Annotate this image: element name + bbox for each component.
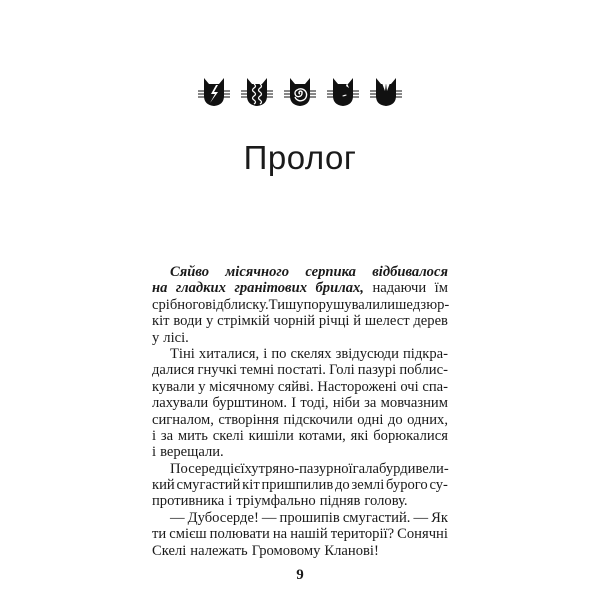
text-line bbox=[152, 379, 448, 395]
word: лише bbox=[380, 296, 413, 313]
word: мить bbox=[177, 427, 208, 444]
word: сигналом, bbox=[152, 411, 214, 428]
word: дзюр- bbox=[412, 296, 450, 313]
word: на bbox=[272, 526, 288, 543]
word: Сяйво bbox=[170, 264, 209, 280]
word: поблис- bbox=[399, 362, 448, 379]
word: противника bbox=[152, 493, 225, 510]
word: котами, bbox=[298, 427, 346, 444]
text-line bbox=[152, 461, 448, 477]
text-line bbox=[152, 280, 448, 296]
word: лісі. bbox=[163, 329, 189, 346]
word: звідусюди bbox=[335, 345, 399, 362]
word: бурого bbox=[386, 477, 428, 494]
text-line bbox=[152, 264, 448, 280]
word: су- bbox=[429, 477, 448, 494]
word: і bbox=[152, 427, 157, 444]
word: пришпилив bbox=[261, 477, 334, 494]
word: Кланові! bbox=[324, 542, 379, 559]
spiral-cat-icon bbox=[284, 74, 316, 108]
chapter-title: Пролог bbox=[243, 139, 357, 176]
word: належать bbox=[190, 542, 248, 559]
word: — bbox=[170, 509, 185, 526]
text-line bbox=[152, 330, 448, 346]
word: темні bbox=[240, 362, 275, 379]
word: і bbox=[228, 493, 233, 510]
paragraph bbox=[152, 264, 448, 346]
word: хутряно-пазурної bbox=[244, 460, 353, 477]
word: Тіні bbox=[170, 345, 195, 362]
word: скелі bbox=[212, 427, 244, 444]
word: у bbox=[152, 329, 160, 346]
word: скелях bbox=[290, 345, 332, 362]
wave-cat-icon bbox=[241, 74, 273, 108]
word: які bbox=[350, 427, 369, 444]
word: полювати bbox=[209, 526, 270, 543]
word: і bbox=[263, 345, 268, 362]
word: до bbox=[387, 411, 403, 428]
word: відблиску. bbox=[205, 296, 269, 313]
text-line bbox=[152, 526, 448, 542]
moon-cat-icon bbox=[327, 74, 359, 108]
word: пазурі bbox=[357, 362, 397, 379]
word: постаті. bbox=[277, 362, 326, 379]
word: бурштином. bbox=[212, 395, 288, 412]
text-line bbox=[152, 477, 448, 493]
word: місячного bbox=[225, 264, 290, 280]
word: до bbox=[334, 477, 350, 494]
word: гладких bbox=[175, 280, 226, 297]
word: створіння bbox=[218, 411, 279, 428]
word: підскочили bbox=[283, 411, 353, 428]
text-line bbox=[152, 313, 448, 329]
word: річці bbox=[318, 313, 350, 330]
word: кіт bbox=[242, 477, 260, 494]
text-line bbox=[152, 362, 448, 378]
word: срібного bbox=[152, 296, 206, 313]
text-line bbox=[152, 297, 448, 313]
word: брилах, bbox=[315, 280, 364, 297]
word: їм bbox=[434, 280, 448, 297]
text-line bbox=[152, 444, 448, 460]
word: Громовому bbox=[251, 542, 321, 559]
word: прошипів bbox=[279, 509, 340, 526]
word: лахували bbox=[152, 395, 209, 412]
word: кіт bbox=[152, 313, 170, 330]
word: води bbox=[173, 313, 203, 330]
word: І bbox=[291, 395, 297, 412]
word: Голі bbox=[329, 362, 355, 379]
word: шелест bbox=[364, 313, 410, 330]
word: борюкалися bbox=[373, 427, 448, 444]
text-line bbox=[152, 428, 448, 444]
word: смієш bbox=[169, 526, 207, 543]
word: надаючи bbox=[372, 280, 427, 297]
leaf-cat-icon bbox=[370, 74, 402, 108]
word: дерев bbox=[413, 313, 448, 330]
text-line bbox=[152, 510, 448, 526]
word: підкра- bbox=[402, 345, 448, 362]
word: кий bbox=[152, 477, 175, 494]
word: відбивалося bbox=[372, 264, 448, 280]
word: одні bbox=[357, 411, 384, 428]
word: сяйві. bbox=[278, 378, 314, 395]
word: території? bbox=[330, 526, 395, 543]
word: місячному bbox=[209, 378, 275, 395]
word: смугастий. bbox=[342, 509, 411, 526]
word: й bbox=[353, 313, 362, 330]
word: спа- bbox=[422, 378, 448, 395]
word: тріумфально bbox=[236, 493, 316, 510]
word: Насторожені bbox=[317, 378, 397, 395]
word: верещали. bbox=[160, 444, 224, 461]
text-line bbox=[152, 543, 448, 559]
word: чорній bbox=[273, 313, 316, 330]
word: у bbox=[206, 313, 214, 330]
text-line bbox=[152, 493, 448, 509]
word: порушували bbox=[303, 296, 381, 313]
word: тоді, bbox=[300, 395, 329, 412]
text-line bbox=[152, 395, 448, 411]
word: у bbox=[198, 378, 206, 395]
word: нашій bbox=[290, 526, 328, 543]
word: підняв bbox=[319, 493, 361, 510]
word: далися bbox=[152, 362, 195, 379]
word: , bbox=[360, 280, 364, 297]
page-number: 9 bbox=[296, 567, 304, 583]
word: — bbox=[413, 509, 429, 526]
text-line bbox=[152, 412, 448, 428]
word: очі bbox=[400, 378, 419, 395]
word: Дубосерде! bbox=[187, 509, 259, 526]
word: гнучкі bbox=[197, 362, 238, 379]
word: землі bbox=[351, 477, 385, 494]
paragraph bbox=[152, 510, 448, 559]
clan-icons bbox=[0, 74, 600, 108]
word: цієї bbox=[222, 460, 245, 477]
word: за bbox=[160, 427, 174, 444]
word: ніби bbox=[332, 395, 360, 412]
word: Тишу bbox=[268, 296, 304, 313]
word: Як bbox=[431, 509, 448, 526]
word: — bbox=[261, 509, 277, 526]
word: на bbox=[152, 280, 168, 297]
word: і bbox=[152, 444, 157, 461]
lightning-cat-icon bbox=[198, 74, 230, 108]
word: гранітових bbox=[234, 280, 307, 297]
paragraph bbox=[152, 461, 448, 510]
word: кували bbox=[152, 378, 195, 395]
word: Посеред bbox=[170, 460, 223, 477]
chapter-body bbox=[152, 264, 448, 559]
word: хиталися, bbox=[198, 345, 260, 362]
word: серпика bbox=[305, 264, 356, 280]
word: стрімкій bbox=[217, 313, 270, 330]
word: голову. bbox=[364, 493, 408, 510]
text-line bbox=[152, 346, 448, 362]
word: вели- bbox=[415, 460, 449, 477]
word: за bbox=[364, 395, 377, 412]
word: галабурди bbox=[352, 460, 416, 477]
word: одних, bbox=[407, 411, 448, 428]
paragraph bbox=[152, 346, 448, 461]
word: Скелі bbox=[152, 542, 187, 559]
word: кишіли bbox=[248, 427, 294, 444]
word: смугастий bbox=[176, 477, 241, 494]
word: ти bbox=[152, 526, 167, 543]
word: по bbox=[271, 345, 287, 362]
word: Сонячні bbox=[397, 526, 448, 543]
word: мовчазним bbox=[380, 395, 448, 412]
